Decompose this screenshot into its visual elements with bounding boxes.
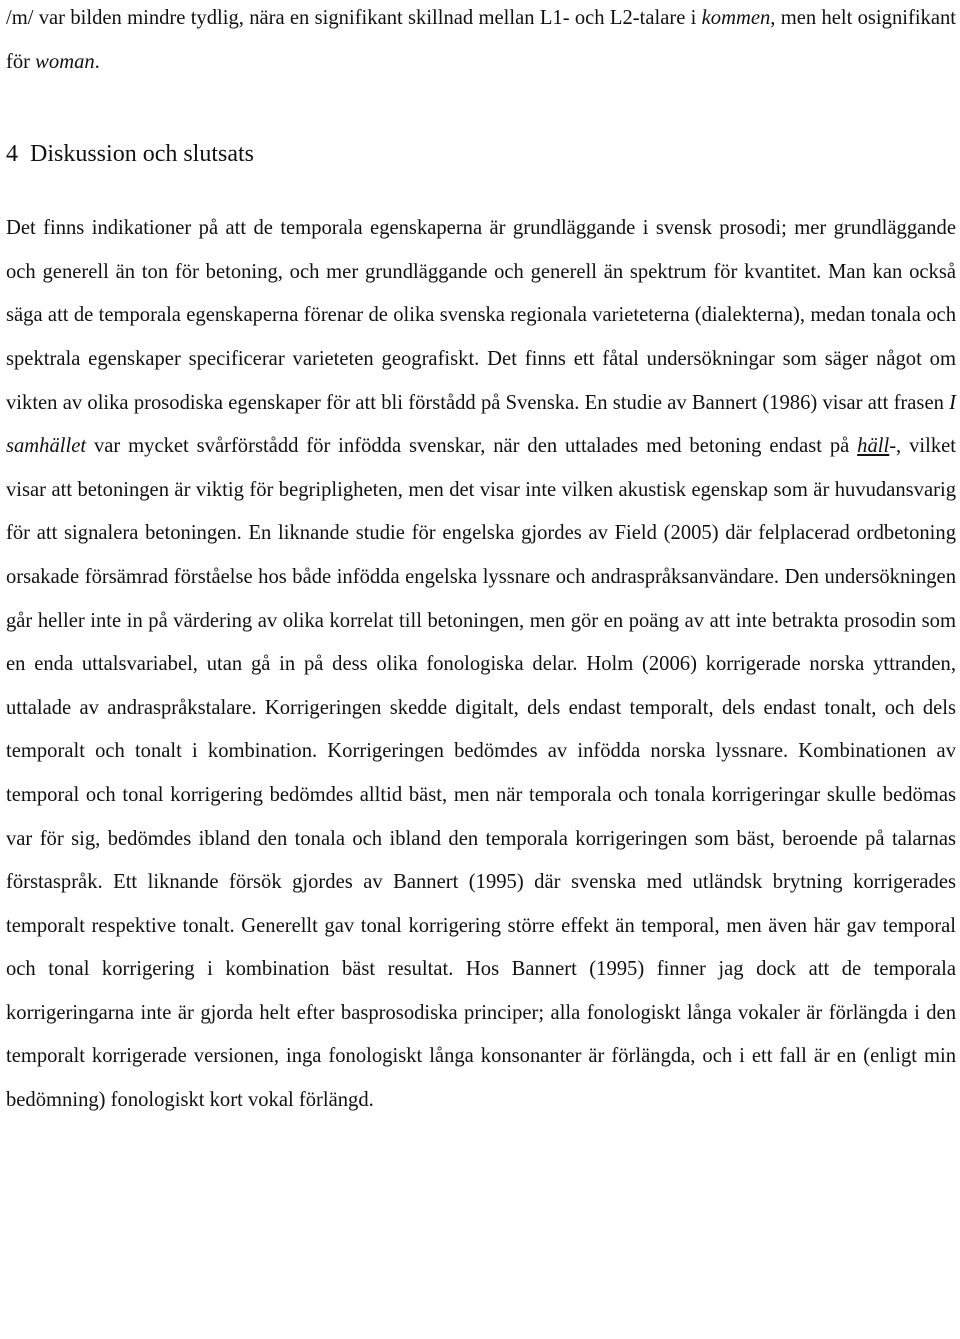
lead-paragraph bbox=[6, 0, 956, 84]
lead-text-1: /m/ var bilden mindre tydlig, nära en signifikant skillnad mellan L1- och L2-talare i bbox=[6, 7, 702, 29]
body-text-2: var mycket svårförstådd för infödda svenskar, när den uttalades med betoning endast på bbox=[86, 435, 858, 458]
lead-italic-kommen: kommen bbox=[701, 7, 771, 29]
document-page bbox=[6, 0, 956, 1123]
lead-text-2: , men helt osignifikant för bbox=[6, 7, 956, 73]
body-italic-i-samhallet: I samhället bbox=[6, 391, 956, 458]
lead-italic-woman: woman bbox=[35, 50, 95, 73]
body-underlined-hall: häll bbox=[857, 435, 890, 458]
body-text-3: -, vilket visar att betoningen är viktig för begripligheten, men det visar inte vilken akustisk egenskap som är huvudansvarig för att signalera betoningen. En liknande studie för engelska gjordes av Field (2005) där felplacerad ordbetoning orsakade försämrad förståelse hos både infödda engelska lyssnare och andraspråksanvändare. Den undersökningen går heller inte in på värdering av olika korrelat till betoningen, men gör en poäng av att inte betrakta prosodin som en enda uttalsvariabel, utan gå in på dess olika fonologiska delar. Holm (2006) korrigerade norska yttranden, uttalade av andraspråkstalare. Korrigeringen skedde digitalt, dels endast temporalt, dels endast tonalt, och dels temporalt och tonalt i kombination. Korrigeringen bedömdes av infödda norska lyssnare. Kombinationen av temporal och tonal korrigering bedömdes alltid bäst, men när temporala och tonala korrigeringar skulle bedömas var för sig, bedömdes ibland den tonala och ibland den temporala korrigeringen som bäst, beroende på talarnas förstaspråk. Ett liknande försök gjordes av Bannert (1995) där svenska med utländsk brytning korrigerades temporalt respektive tonalt. Generellt gav tonal korrigering större effekt än temporal, men även här gav temporal och tonal korrigering i kombination bäst resultat. Hos Bannert (1995) finner jag dock att de temporala korrigeringarna inte är gjorda helt efter basprosodiska principer; alla fonologiskt långa vokaler är förlängda i den temporalt korrigerade versionen, inga fonologiskt långa konsonanter är förlängda, och i ett fall är en (enligt min bedömning) fonologiskt kort vokal förlängd. bbox=[6, 435, 956, 1112]
lead-text-3: . bbox=[94, 50, 100, 73]
section-number: 4 bbox=[6, 141, 18, 168]
section-heading bbox=[6, 139, 956, 169]
section-title: Diskussion och slutsats bbox=[30, 141, 255, 168]
body-text-1: Det finns indikationer på att de temporala egenskaperna är grundläggande i svensk prosodi; mer grundläggande och generell än ton för betoning, och mer grundläggande och generell än spektrum för kvantitet. Man kan också säga att de temporala egenskaperna förenar de olika svenska regionala varieteterna (dialekterna), medan tonala och spektrala egenskaper specificerar varieteten geografiskt. Det finns ett fåtal undersökningar som säger något om vikten av olika prosodiska egenskaper för att bli förstådd på Svenska. En studie av Bannert (1986) visar att frasen bbox=[6, 217, 956, 414]
body-paragraph bbox=[6, 207, 956, 1122]
